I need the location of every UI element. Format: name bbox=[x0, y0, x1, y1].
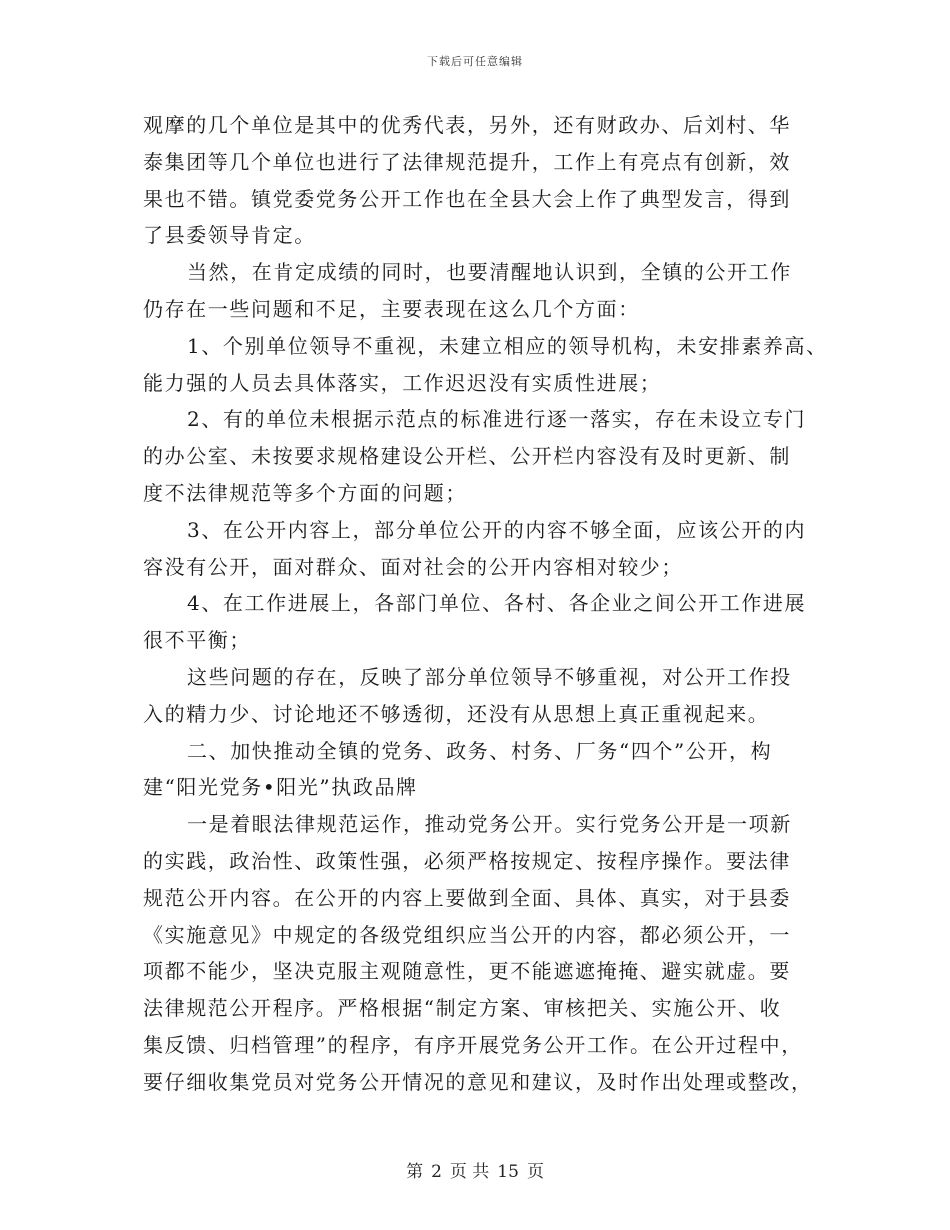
text-line: 《实施意见》中规定的各级党组织应当公开的内容，都必须公开，一 bbox=[143, 922, 791, 947]
footer-current-page: 2 bbox=[431, 1162, 442, 1182]
text-line: 很不平衡； bbox=[143, 628, 251, 653]
text-line: 二、加快推动全镇的党务、政务、村务、厂务“四个”公开，构 bbox=[187, 738, 773, 763]
text-line: 能力强的人员去具体落实，工作迟迟没有实质性进展； bbox=[143, 370, 662, 395]
text-line: 法律规范公开程序。严格根据“制定方案、审核把关、实施公开、收 bbox=[143, 996, 782, 1021]
text-line: 仍存在一些问题和不足，主要表现在这么几个方面： bbox=[143, 296, 640, 321]
text-line: 要仔细收集党员对党务公开情况的意见和建议，及时作出处理或整改， bbox=[143, 1069, 813, 1094]
footer-suffix: 页 bbox=[526, 1162, 544, 1182]
text-line: 泰集团等几个单位也进行了法律规范提升，工作上有亮点有创新，效 bbox=[143, 149, 791, 174]
text-line: 一是着眼法律规范运作，推动党务公开。实行党务公开是一项新 bbox=[187, 812, 792, 837]
text-line: 入的精力少、讨论地还不够透彻，还没有从思想上真正重视起来。 bbox=[143, 701, 770, 726]
text-line: 建“阳光党务•阳光”执政品牌 bbox=[143, 775, 418, 800]
text-line: 这些问题的存在，反映了部分单位领导不够重视，对公开工作投 bbox=[187, 664, 792, 689]
text-line: 4、在工作进展上，各部门单位、各村、各企业之间公开工作进展 bbox=[187, 591, 807, 616]
footer-middle: 页 共 bbox=[449, 1162, 490, 1182]
text-line: 项都不能少，坚决克服主观随意性，更不能遮遮掩掩、避实就虚。要 bbox=[143, 959, 791, 984]
document-body bbox=[143, 107, 828, 1101]
text-line: 容没有公开，面对群众、面对社会的公开内容相对较少； bbox=[143, 554, 683, 579]
text-line: 果也不错。镇党委党务公开工作也在全县大会上作了典型发言，得到 bbox=[143, 186, 791, 211]
page-footer bbox=[0, 1157, 950, 1182]
text-line: 的办公室、未按要求规格建设公开栏、公开栏内容没有及时更新、制 bbox=[143, 444, 791, 469]
page-header-note: 下载后可任意编辑 bbox=[427, 55, 523, 68]
text-line: 观摩的几个单位是其中的优秀代表，另外，还有财政办、后刘村、华 bbox=[143, 113, 791, 137]
text-line: 3、在公开内容上，部分单位公开的内容不够全面，应该公开的内 bbox=[187, 517, 807, 542]
text-line: 规范公开内容。在公开的内容上要做到全面、具体、真实，对于县委 bbox=[143, 885, 791, 910]
text-line: 当然，在肯定成绩的同时，也要清醒地认识到，全镇的公开工作 bbox=[187, 260, 792, 285]
text-line: 1、个别单位领导不重视，未建立相应的领导机构，未安排素养高、 bbox=[187, 333, 828, 358]
footer-prefix: 第 bbox=[406, 1162, 424, 1182]
text-line: 度不法律规范等多个方面的问题； bbox=[143, 480, 467, 505]
text-line: 集反馈、归档管理”的程序，有序开展党务公开工作。在公开过程中， bbox=[143, 1032, 803, 1057]
text-line: 了县委领导肯定。 bbox=[143, 223, 316, 248]
text-line: 2、有的单位未根据示范点的标准进行逐一落实，存在未设立专门 bbox=[187, 407, 807, 432]
text-line: 的实践，政治性、政策性强，必须严格按规定、按程序操作。要法律 bbox=[143, 848, 791, 873]
footer-total-pages: 15 bbox=[497, 1162, 519, 1182]
